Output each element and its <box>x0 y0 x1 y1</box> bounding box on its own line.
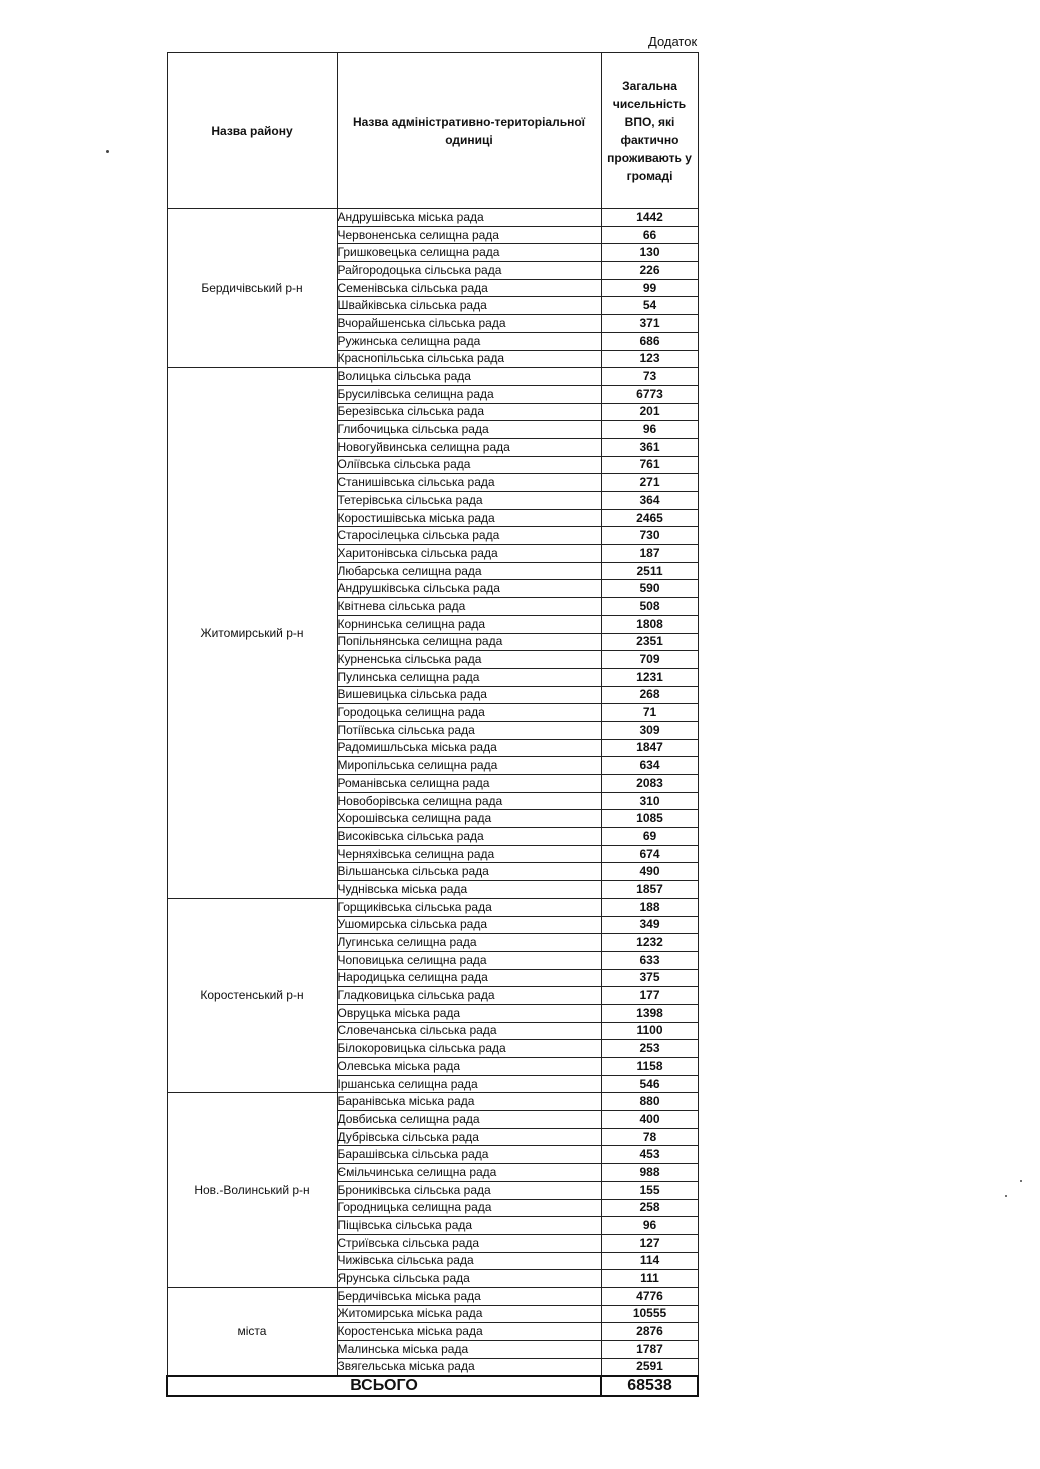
count-cell: 123 <box>601 350 698 368</box>
count-cell: 177 <box>601 987 698 1005</box>
unit-cell: Дубрівська сільська рада <box>337 1128 601 1146</box>
unit-cell: Ушомирська сільська рада <box>337 916 601 934</box>
count-cell: 2465 <box>601 509 698 527</box>
count-cell: 69 <box>601 828 698 846</box>
unit-cell: Волицька сільська рада <box>337 368 601 386</box>
unit-cell: Тетерівська сільська рада <box>337 492 601 510</box>
count-cell: 490 <box>601 863 698 881</box>
count-cell: 364 <box>601 492 698 510</box>
unit-cell: Малинська міська рада <box>337 1341 601 1359</box>
count-cell: 674 <box>601 845 698 863</box>
unit-cell: Овруцька міська рада <box>337 1004 601 1022</box>
count-cell: 10555 <box>601 1305 698 1323</box>
unit-cell: Високівська сільська рада <box>337 828 601 846</box>
unit-cell: Черняхівська селищна рада <box>337 845 601 863</box>
unit-cell: Березівська сільська рада <box>337 403 601 421</box>
unit-cell: Швайківська сільська рада <box>337 297 601 315</box>
unit-cell: Баранівська міська рада <box>337 1093 601 1111</box>
unit-cell: Новоборівська селищна рада <box>337 792 601 810</box>
unit-cell: Коростенська міська рада <box>337 1323 601 1341</box>
unit-cell: Пулинська селищна рада <box>337 668 601 686</box>
count-cell: 188 <box>601 898 698 916</box>
total-row <box>167 1376 698 1396</box>
unit-cell: Чуднівська міська рада <box>337 881 601 899</box>
count-cell: 271 <box>601 474 698 492</box>
count-cell: 127 <box>601 1234 698 1252</box>
unit-cell: Олевська міська рада <box>337 1058 601 1076</box>
unit-cell: Вишевицька сільська рада <box>337 686 601 704</box>
district-cell: Житомирський р-н <box>167 368 337 899</box>
count-cell: 114 <box>601 1252 698 1270</box>
unit-cell: Оліївська сільська рада <box>337 456 601 474</box>
header-district: Назва району <box>167 53 337 209</box>
unit-cell: Корнинська селищна рада <box>337 615 601 633</box>
count-cell: 1787 <box>601 1341 698 1359</box>
count-cell: 99 <box>601 279 698 297</box>
unit-cell: Словечанська сільська рада <box>337 1022 601 1040</box>
idp-table <box>166 52 699 1397</box>
unit-cell: Ярунська сільська рада <box>337 1270 601 1288</box>
count-cell: 590 <box>601 580 698 598</box>
count-cell: 1857 <box>601 881 698 899</box>
district-cell: Коростенський р-н <box>167 898 337 1093</box>
unit-cell: Квітнева сільська рада <box>337 598 601 616</box>
count-cell: 988 <box>601 1164 698 1182</box>
unit-cell: Ружинська селищна рада <box>337 332 601 350</box>
count-cell: 2511 <box>601 562 698 580</box>
unit-cell: Андрушівська міська рада <box>337 209 601 227</box>
count-cell: 400 <box>601 1111 698 1129</box>
unit-cell: Гладковицька сільська рада <box>337 987 601 1005</box>
count-cell: 1100 <box>601 1022 698 1040</box>
count-cell: 1847 <box>601 739 698 757</box>
count-cell: 730 <box>601 527 698 545</box>
unit-cell: Андрушківська сільська рада <box>337 580 601 598</box>
count-cell: 268 <box>601 686 698 704</box>
district-cell: Бердичівський р-н <box>167 209 337 368</box>
table-header-row <box>167 53 698 209</box>
unit-cell: Городоцька селищна рада <box>337 704 601 722</box>
count-cell: 258 <box>601 1199 698 1217</box>
count-cell: 201 <box>601 403 698 421</box>
count-cell: 1808 <box>601 615 698 633</box>
unit-cell: Чоповицька селищна рада <box>337 951 601 969</box>
unit-cell: Краснопільська сільська рада <box>337 350 601 368</box>
count-cell: 130 <box>601 244 698 262</box>
count-cell: 453 <box>601 1146 698 1164</box>
count-cell: 709 <box>601 651 698 669</box>
table-row <box>167 368 698 386</box>
unit-cell: Попільнянська селищна рада <box>337 633 601 651</box>
count-cell: 6773 <box>601 385 698 403</box>
unit-cell: Народицька селищна рада <box>337 969 601 987</box>
unit-cell: Потіївська сільська рада <box>337 721 601 739</box>
unit-cell: Миропільська селищна рада <box>337 757 601 775</box>
count-cell: 349 <box>601 916 698 934</box>
unit-cell: Чижівська сільська рада <box>337 1252 601 1270</box>
count-cell: 375 <box>601 969 698 987</box>
count-cell: 96 <box>601 1217 698 1235</box>
unit-cell: Бердичівська міська рада <box>337 1287 601 1305</box>
count-cell: 546 <box>601 1075 698 1093</box>
unit-cell: Червоненська селищна рада <box>337 226 601 244</box>
unit-cell: Житомирська міська рада <box>337 1305 601 1323</box>
unit-cell: Романівська селищна рада <box>337 775 601 793</box>
unit-cell: Любарська селищна рада <box>337 562 601 580</box>
count-cell: 155 <box>601 1181 698 1199</box>
count-cell: 1232 <box>601 934 698 952</box>
unit-cell: Станишівська сільська рада <box>337 474 601 492</box>
count-cell: 310 <box>601 792 698 810</box>
count-cell: 633 <box>601 951 698 969</box>
count-cell: 508 <box>601 598 698 616</box>
unit-cell: Барашівська сільська рада <box>337 1146 601 1164</box>
unit-cell: Брониківська сільська рада <box>337 1181 601 1199</box>
unit-cell: Райгородоцька сільська рада <box>337 262 601 280</box>
unit-cell: Довбиська селищна рада <box>337 1111 601 1129</box>
count-cell: 2351 <box>601 633 698 651</box>
unit-cell: Лугинська селищна рада <box>337 934 601 952</box>
unit-cell: Вільшанська сільська рада <box>337 863 601 881</box>
count-cell: 71 <box>601 704 698 722</box>
unit-cell: Хорошівська селищна рада <box>337 810 601 828</box>
table-row <box>167 209 698 227</box>
count-cell: 78 <box>601 1128 698 1146</box>
count-cell: 187 <box>601 545 698 563</box>
count-cell: 1085 <box>601 810 698 828</box>
scan-speck <box>106 150 109 153</box>
count-cell: 2083 <box>601 775 698 793</box>
unit-cell: Іршанська селищна рада <box>337 1075 601 1093</box>
count-cell: 1398 <box>601 1004 698 1022</box>
district-cell: Нов.-Волинський р-н <box>167 1093 337 1288</box>
unit-cell: Глибочицька сільська рада <box>337 421 601 439</box>
count-cell: 111 <box>601 1270 698 1288</box>
unit-cell: Піщівська сільська рада <box>337 1217 601 1235</box>
table-row <box>167 1287 698 1305</box>
unit-cell: Коростишівська міська рада <box>337 509 601 527</box>
unit-cell: Гришковецька селищна рада <box>337 244 601 262</box>
table-row <box>167 1093 698 1111</box>
scan-speck <box>1020 1180 1022 1182</box>
district-cell: міста <box>167 1287 337 1375</box>
unit-cell: Радомишльська міська рада <box>337 739 601 757</box>
count-cell: 634 <box>601 757 698 775</box>
header-count: Загальна чисельність ВПО, які фактично проживають у громаді <box>601 53 698 209</box>
count-cell: 2876 <box>601 1323 698 1341</box>
appendix-label: Додаток <box>648 34 698 49</box>
count-cell: 1158 <box>601 1058 698 1076</box>
unit-cell: Харитонівська сільська рада <box>337 545 601 563</box>
unit-cell: Білокоровицька сільська рада <box>337 1040 601 1058</box>
header-unit: Назва адміністративно-територіальної одиниці <box>337 53 601 209</box>
count-cell: 253 <box>601 1040 698 1058</box>
unit-cell: Ємільчинська селищна рада <box>337 1164 601 1182</box>
count-cell: 73 <box>601 368 698 386</box>
scan-speck <box>1005 1195 1007 1197</box>
count-cell: 371 <box>601 315 698 333</box>
count-cell: 54 <box>601 297 698 315</box>
count-cell: 2591 <box>601 1358 698 1376</box>
unit-cell: Стриївська сільська рада <box>337 1234 601 1252</box>
count-cell: 1442 <box>601 209 698 227</box>
unit-cell: Семенівська сільська рада <box>337 279 601 297</box>
unit-cell: Горщиківська сільська рада <box>337 898 601 916</box>
table-body <box>167 209 698 1376</box>
count-cell: 761 <box>601 456 698 474</box>
unit-cell: Звягельська міська рада <box>337 1358 601 1376</box>
count-cell: 686 <box>601 332 698 350</box>
table-row <box>167 898 698 916</box>
count-cell: 96 <box>601 421 698 439</box>
total-value: 68538 <box>601 1376 698 1396</box>
unit-cell: Новогуйвинська селищна рада <box>337 438 601 456</box>
count-cell: 361 <box>601 438 698 456</box>
unit-cell: Городницька селищна рада <box>337 1199 601 1217</box>
count-cell: 309 <box>601 721 698 739</box>
unit-cell: Брусилівська селищна рада <box>337 385 601 403</box>
unit-cell: Курненська сільська рада <box>337 651 601 669</box>
count-cell: 4776 <box>601 1287 698 1305</box>
count-cell: 66 <box>601 226 698 244</box>
total-label: ВСЬОГО <box>167 1376 601 1396</box>
count-cell: 226 <box>601 262 698 280</box>
count-cell: 1231 <box>601 668 698 686</box>
count-cell: 880 <box>601 1093 698 1111</box>
unit-cell: Старосілецька сільська рада <box>337 527 601 545</box>
unit-cell: Вчорайшенська сільська рада <box>337 315 601 333</box>
